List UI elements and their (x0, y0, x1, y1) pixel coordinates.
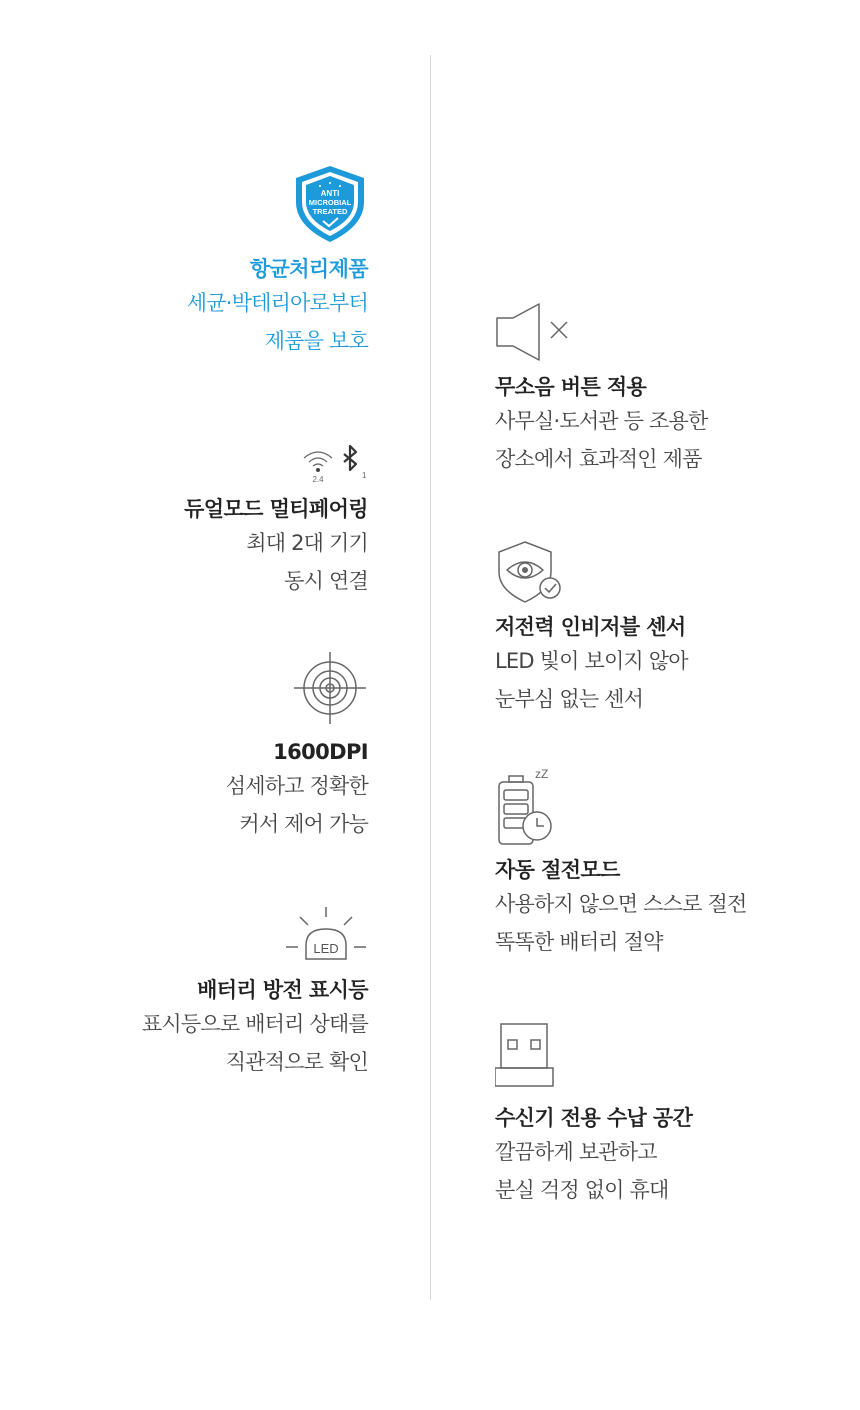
led-label: LED (313, 941, 339, 956)
led-indicator-icon (284, 905, 368, 963)
feature-title: 항균처리제품 (249, 257, 368, 281)
feature-desc-line: 똑똑한 배터리 절약 (495, 930, 663, 954)
feature-desc-line: 분실 걱정 없이 휴대 (495, 1178, 669, 1202)
feature-silent-button (495, 302, 708, 478)
feature-invisible-sensor (495, 540, 688, 718)
feature-desc-line: 깔끔하게 보관하고 (495, 1140, 657, 1164)
badge-line: TREATED (312, 207, 348, 216)
feature-title: 무소음 버튼 적용 (495, 375, 647, 399)
feature-desc-line: 커서 제어 가능 (239, 812, 368, 836)
badge-line: MICROBIAL (308, 198, 352, 207)
feature-desc-line: LED 빛이 보이지 않아 (495, 649, 688, 673)
target-crosshair-icon (292, 650, 368, 726)
antimicrobial-shield-icon (292, 164, 368, 244)
feature-antimicrobial (187, 164, 368, 360)
sleep-label: zZ (535, 767, 549, 781)
feature-desc-line: 직관적으로 확인 (225, 1050, 368, 1074)
feature-title: 듀얼모드 멀티페어링 (184, 497, 368, 521)
feature-dpi (226, 650, 368, 843)
feature-title: 자동 절전모드 (495, 858, 620, 882)
feature-desc-line: 최대 2대 기기 (246, 531, 368, 555)
feature-led-indicator (142, 905, 368, 1081)
feature-desc-line: 섬세하고 정확한 (225, 774, 368, 798)
invisible-sensor-eye-icon (495, 540, 565, 604)
feature-desc-line: 사용하지 않으면 스스로 절전 (495, 892, 747, 916)
feature-desc-line: 세균·박테리아로부터 (186, 291, 368, 315)
feature-desc-line: 제품을 보호 (264, 329, 368, 353)
feature-title: 수신기 전용 수납 공간 (495, 1106, 693, 1130)
mute-speaker-icon (495, 302, 575, 362)
feature-desc-line: 사무실·도서관 등 조용한 (495, 409, 708, 433)
feature-desc-line: 표시등으로 배터리 상태를 (141, 1012, 368, 1036)
feature-title: 배터리 방전 표시등 (197, 978, 368, 1002)
feature-desc-line: 장소에서 효과적인 제품 (495, 447, 702, 471)
feature-title: 1600DPI (273, 740, 368, 764)
usb-receiver-icon (495, 1020, 557, 1090)
feature-receiver-storage (495, 1020, 692, 1209)
wireless-bluetooth-icon (298, 440, 368, 482)
channel-label: 1 (362, 471, 367, 480)
battery-sleep-icon (495, 764, 565, 848)
feature-auto-sleep (495, 764, 746, 961)
badge-line: ANTI (320, 189, 340, 198)
feature-title: 저전력 인비저블 센서 (495, 615, 686, 639)
frequency-label: 2.4 (312, 475, 324, 482)
center-divider (430, 55, 431, 1300)
feature-desc-line: 눈부심 없는 센서 (495, 687, 644, 711)
feature-dual-mode (184, 440, 368, 600)
feature-desc-line: 동시 연결 (284, 569, 368, 593)
